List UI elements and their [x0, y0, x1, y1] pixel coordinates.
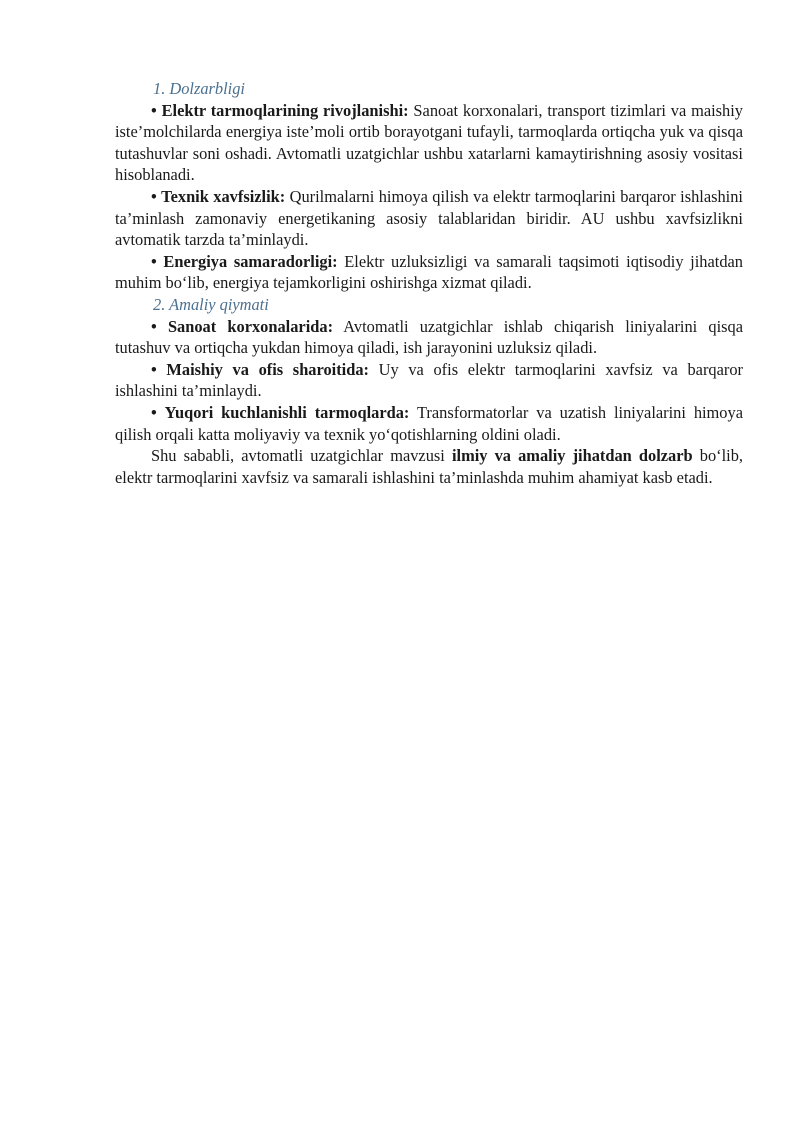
conclusion-text-end: bo‘lib, elektr tarmoqlarini xavfsiz va samarali ishlashini ta’minlashda muhim ahamiyat kasb etadi. — [115, 446, 743, 487]
bullet-icon: • — [151, 402, 157, 422]
bullet-icon: • — [151, 100, 157, 120]
item-text: Sanoat korxonalari, transport tizimlari va maishiy iste’molchilarda energiya iste’moli ortib borayotgani tufayli, tarmoqlarda ortiqcha yuk va qisqa tutashuvlar soni oshadi. Avtomatli uzatgichlar ushbu xatarlarni kamaytirishning asosiy vositasi hisoblanadi. — [115, 100, 743, 185]
bullet-item — [115, 359, 743, 402]
item-text: Uy va ofis elektr tarmoqlarini xavfsiz va barqaror ishlashini ta’minlaydi. — [115, 359, 743, 401]
conclusion-paragraph — [115, 445, 743, 488]
bullet-item — [115, 402, 743, 445]
bullet-icon: • — [151, 359, 157, 379]
item-title: Yuqori kuchlanishli tarmoqlarda: — [164, 402, 410, 422]
item-title: Maishiy va ofis sharoitida: — [166, 359, 370, 379]
bullet-item — [115, 186, 743, 251]
conclusion-text-start: Shu sababli, avtomatli uzatgichlar mavzusi — [151, 446, 452, 466]
bullet-item — [115, 251, 743, 294]
conclusion-emphasis: ilmiy va amaliy jihatdan dolzarb — [451, 446, 693, 466]
item-text: Elektr uzluksizligi va samarali taqsimoti iqtisodiy jihatdan muhim bo‘lib, energiya tejamkorligini oshirishga xizmat qiladi. — [115, 251, 743, 293]
bullet-icon: • — [151, 186, 157, 206]
item-title: Energiya samaradorligi: — [163, 251, 338, 271]
document-page — [115, 78, 743, 488]
item-text: Avtomatli uzatgichlar ishlab chiqarish liniyalarini qisqa tutashuv va ortiqcha yukdan himoya qiladi, ish jarayonini uzluksiz qiladi. — [115, 316, 743, 358]
bullet-icon: • — [151, 316, 157, 336]
bullet-item — [115, 316, 743, 359]
section-heading-amaliy-qiymati: 2. Amaliy qiymati — [153, 294, 269, 314]
item-title: Elektr tarmoqlarining rivojlanishi: — [161, 100, 409, 120]
item-title: Texnik xavfsizlik: — [161, 186, 286, 206]
item-title: Sanoat korxonalarida: — [167, 316, 334, 336]
bullet-icon: • — [151, 251, 157, 271]
item-text: Qurilmalarni himoya qilish va elektr tarmoqlarini barqaror ishlashini ta’minlash zamonaviy energetikaning asosiy talablaridan biridir. AU ushbu xavfsizlikni avtomatik tarzda ta’minlaydi. — [115, 186, 743, 250]
section-heading-dolzarbligi: 1. Dolzarbligi — [153, 79, 245, 98]
item-text: Transformatorlar va uzatish liniyalarini himoya qilish orqali katta moliyaviy va texnik yo‘qotishlarning oldini oladi. — [115, 402, 743, 444]
bullet-item — [115, 100, 743, 186]
